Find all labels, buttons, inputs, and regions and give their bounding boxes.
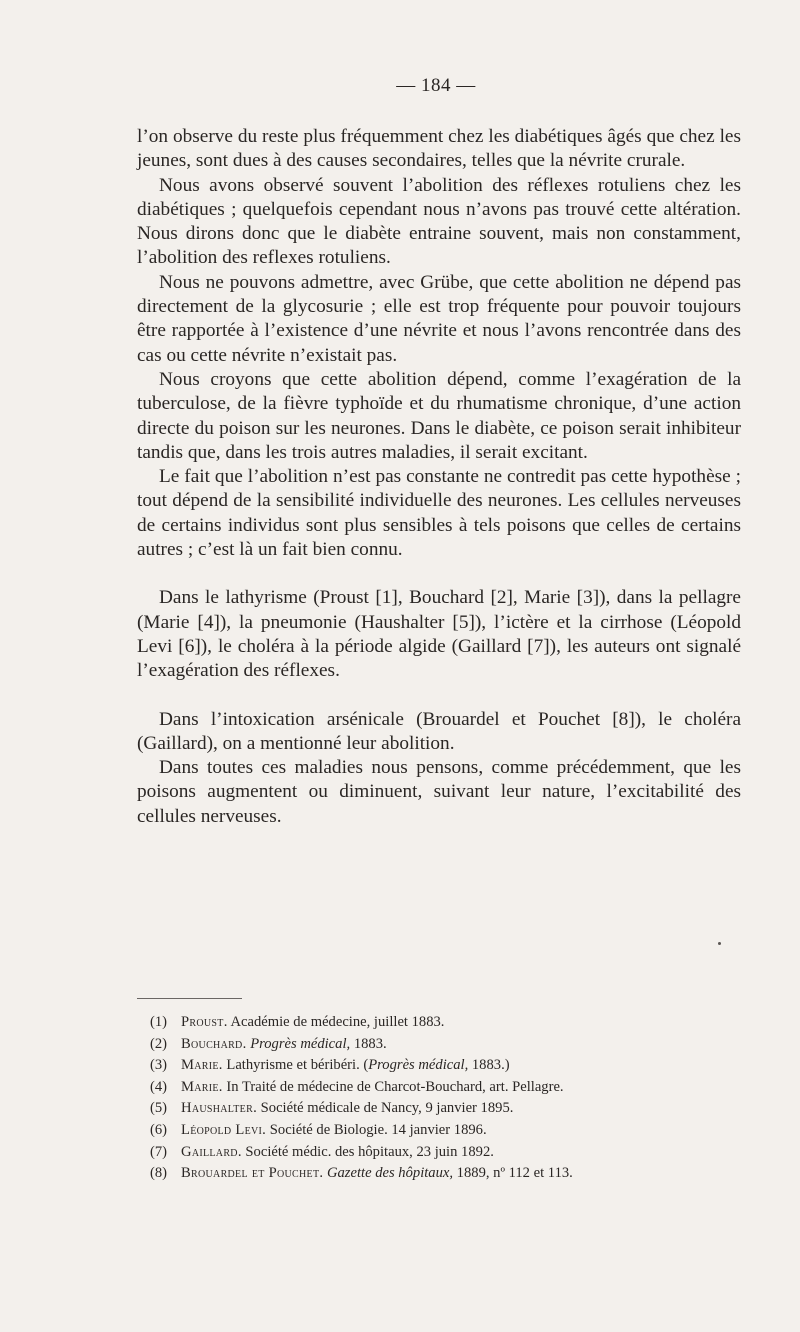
footnote (150, 1120, 750, 1142)
footnote-number: (7) (150, 1143, 168, 1160)
ink-speck (718, 942, 721, 945)
footnote-number: (6) (150, 1121, 168, 1138)
footnote-text: Société médic. des hôpitaux, 23 juin 1892. (241, 1143, 494, 1160)
footnote-number: (4) (150, 1078, 168, 1095)
footnote-text: Lathyrisme et béribéri. ( (222, 1057, 369, 1074)
paragraph: Nous avons observé souvent l’abolition des réflexes rotuliens chez les diabétiques ; quelquefois cependant nous n’avons pas trouvé cette altération. Nous dirons donc que le diabète entraine souvent, mais non constamment, l’abolition des reflexes rotuliens. (137, 174, 741, 269)
paragraph: Dans le lathyrisme (Proust [1], Bouchard [2], Marie [3]), dans la pellagre (Marie [4]), la pneumonie (Haushalter [5]), l’ictère et la cirrhose (Léopold Levi [6]), le choléra à la période algide (Gaillard [7]), les auteurs ont signalé l’exagération des réflexes. (137, 587, 741, 682)
footnote-journal: Progrès médical, (250, 1035, 351, 1052)
footnote-author: Proust. (181, 1014, 228, 1030)
footnote (150, 1012, 750, 1034)
footnote-journal: Progrès médical, (368, 1057, 469, 1074)
footnote-author: Léopold Levi. (181, 1121, 267, 1138)
footnote-author: Brouardel et Pouchet. (181, 1165, 324, 1182)
footnote-text: Société médicale de Nancy, 9 janvier 1895. (257, 1100, 514, 1117)
footnote-number: (3) (150, 1057, 168, 1074)
footnote-rule (137, 998, 242, 999)
footnote-tail: 1883. (350, 1035, 387, 1052)
footnote-text: Académie de médecine, juillet 1883. (227, 1014, 445, 1030)
paragraph: Nous ne pouvons admettre, avec Grübe, que cette abolition ne dépend pas directement de la glycosurie ; elle est trop fréquente pour pouvoir toujours être rapportée à l’existence d’une névrite et nous l’avons rencontrée dans des cas ou cette névrite n’existait pas. (137, 271, 741, 366)
footnote-number: (5) (150, 1100, 168, 1117)
footnote-author: Marie. (181, 1057, 223, 1074)
body-text (137, 125, 741, 829)
footnote-tail: 1883.) (468, 1057, 510, 1074)
footnote-author: Gaillard. (181, 1143, 242, 1160)
paragraph: Le fait que l’abolition n’est pas constante ne contredit pas cette hypothèse ; tout dépend de la sensibilité individuelle des neurones. Les cellules nerveuses de certains individus sont plus sensibles à tels poisons que celles de certains autres ; c’est là un fait bien connu. (137, 466, 741, 561)
footnote-text: Société de Biologie. 14 janvier 1896. (266, 1121, 487, 1138)
footnotes (150, 1012, 750, 1185)
footnote (150, 1163, 750, 1185)
footnote-number: (1) (150, 1014, 168, 1030)
paragraph: Dans l’intoxication arsénicale (Brouardel et Pouchet [8]), le choléra (Gaillard), on a mentionné leur abolition. (137, 708, 741, 754)
footnote-tail: 1889, nº 112 et 113. (453, 1165, 573, 1182)
paragraph: Nous croyons que cette abolition dépend, comme l’exagération de la tuberculose, de la fièvre typhoïde et du rhumatisme chronique, d’une action directe du poison sur les neurones. Dans le diabète, ce poison serait inhibiteur tandis que, dans les trois autres maladies, il serait excitant. (137, 368, 741, 463)
paragraph: Dans toutes ces maladies nous pensons, comme précédemment, que les poisons augmentent ou diminuent, suivant leur nature, l’excitabilité des cellules nerveuses. (137, 757, 741, 827)
footnote (150, 1055, 750, 1077)
paragraph: l’on observe du reste plus fréquemment chez les diabétiques âgés que chez les jeunes, sont dues à des causes secondaires, telles que la névrite crurale. (137, 126, 741, 172)
footnote (150, 1098, 750, 1120)
footnote-author: Bouchard. (181, 1035, 247, 1052)
footnote-author: Marie. (181, 1078, 223, 1095)
footnote-number: (2) (150, 1035, 168, 1052)
footnote-text: In Traité de médecine de Charcot-Bouchard, art. Pellagre. (222, 1078, 564, 1095)
footnote (150, 1142, 750, 1164)
footnote-author: Haushalter. (181, 1100, 258, 1117)
footnote-journal: Gazette des hôpitaux, (326, 1165, 454, 1182)
footnote (150, 1077, 750, 1099)
footnote (150, 1034, 750, 1056)
footnote-number: (8) (150, 1165, 168, 1182)
page-number: — 184 — (396, 75, 476, 96)
